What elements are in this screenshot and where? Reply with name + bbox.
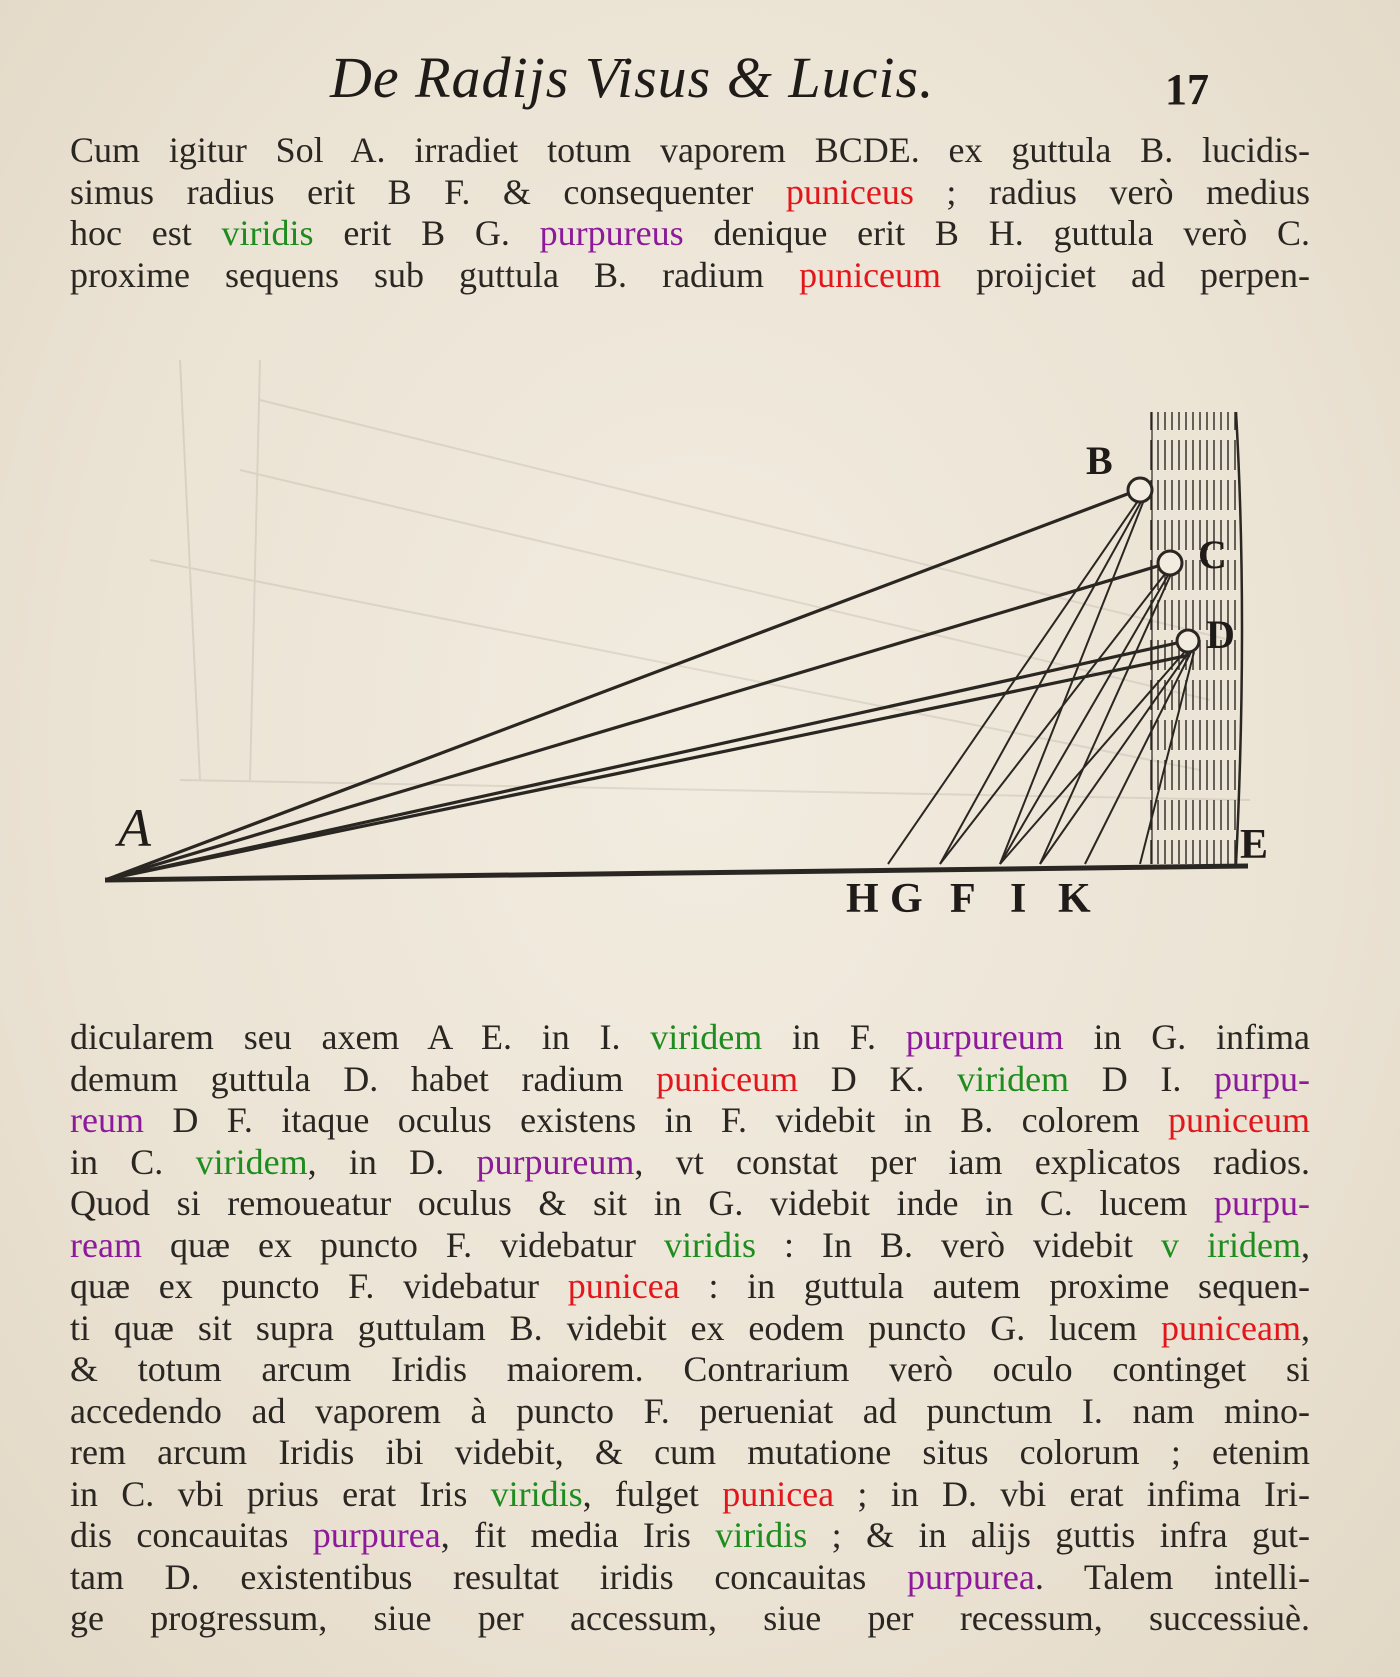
text-run: erit B G. [313, 213, 540, 253]
text-line [70, 1391, 1310, 1433]
text-run: in C. [70, 1141, 196, 1182]
colored-word: puniceus [785, 171, 914, 212]
text-run: dis concauitas [70, 1515, 313, 1555]
text-run: ; in D. vbi erat infima Iri- [834, 1473, 1310, 1514]
vapor-edge [1236, 412, 1242, 864]
text-run: in G. infima [1063, 1017, 1311, 1057]
text-line [70, 1598, 1310, 1640]
text-line [70, 1474, 1310, 1516]
colored-word: puniceum [1168, 1100, 1310, 1140]
text-run: hoc est [70, 213, 222, 253]
text-run: , in D. [307, 1141, 477, 1182]
colored-word: purpureus [539, 213, 684, 253]
text-run: proijciet ad perpen- [941, 254, 1310, 295]
colored-word: viridis [490, 1473, 583, 1514]
text-run: accedendo ad vaporem à puncto F. perueniat ad punctum I. nam mino- [70, 1390, 1310, 1431]
text-run: D I. [1069, 1058, 1215, 1099]
colored-word: purpurea [312, 1515, 441, 1555]
text-run: in C. vbi prius erat Iris [70, 1473, 491, 1514]
colored-word: viridem [195, 1141, 308, 1182]
text-line [70, 1059, 1310, 1101]
text-run: quæ ex puncto F. videbatur [141, 1224, 665, 1265]
text-run: , fulget [582, 1473, 723, 1514]
colored-word: viridem [957, 1058, 1070, 1099]
colored-word: purpureum [905, 1017, 1064, 1057]
colored-word: puniceam [1161, 1307, 1301, 1348]
colored-word: purpu- [1214, 1058, 1310, 1099]
colored-word: puniceum [656, 1058, 799, 1099]
refracted-rays [888, 498, 1194, 864]
text-line [70, 1432, 1310, 1474]
text-run: quæ ex puncto F. videbatur [70, 1266, 568, 1306]
text-line [70, 1557, 1310, 1599]
text-run: : in guttula autem proxime sequen- [679, 1266, 1311, 1306]
label-h: H [846, 876, 879, 922]
colored-word: viridis [664, 1224, 757, 1265]
drop-d [1177, 630, 1199, 652]
paragraph-bottom [70, 1017, 1310, 1640]
sun-rays [108, 490, 1190, 879]
colored-word: punicea [567, 1266, 680, 1306]
text-line [70, 1266, 1310, 1308]
text-line [70, 1183, 1310, 1225]
colored-word: viridis [715, 1515, 808, 1555]
text-run: D F. itaque oculus existens in F. videbit in B. colorem [143, 1100, 1169, 1140]
drop-b [1128, 478, 1152, 502]
running-title: De Radijs Visus & Lucis. [330, 45, 935, 110]
text-line [70, 1225, 1310, 1267]
axis-labels [846, 876, 1091, 922]
text-run: , vt constat per iam explicatos radios. [634, 1141, 1311, 1182]
label-d: D [1206, 612, 1235, 657]
text-run: Quod si remoueatur oculus & sit in G. videbit inde in C. lucem [70, 1183, 1215, 1223]
text-run: simus radius erit B F. & consequenter [70, 171, 786, 212]
text-run: denique erit B H. guttula verò C. [683, 213, 1310, 253]
text-run: ; & in alijs guttis infra gut- [807, 1515, 1310, 1555]
text-run: tam D. existentibus resultat iridis concauitas [70, 1556, 907, 1597]
label-b: B [1086, 438, 1113, 483]
label-f: F [950, 876, 976, 922]
label-e: E [1240, 822, 1269, 868]
text-run: in F. [762, 1017, 906, 1057]
text-run: Cum igitur Sol A. irradiet totum vaporem BCDE. ex guttula B. lucidis- [70, 130, 1310, 170]
text-line [70, 1017, 1310, 1059]
text-line [70, 172, 1310, 214]
label-a: A [118, 798, 151, 858]
text-run: , fit media Iris [440, 1515, 716, 1555]
page-number: 17 [1165, 65, 1209, 114]
label-k: K [1058, 876, 1091, 922]
text-run: D K. [798, 1058, 958, 1099]
text-line [70, 1142, 1310, 1184]
text-run: ; radius verò medius [913, 171, 1310, 212]
label-c: C [1198, 532, 1227, 577]
rainbow-ray-diagram [0, 330, 1400, 950]
colored-word: punicea [722, 1473, 835, 1514]
paragraph-top [70, 130, 1310, 296]
colored-word: purpu- [1214, 1183, 1310, 1223]
colored-word: puniceum [799, 254, 942, 295]
text-line [70, 130, 1310, 172]
text-run: ge progressum, siue per accessum, siue per recessum, successiuè. [70, 1598, 1310, 1638]
text-run: & totum arcum Iridis maiorem. Contrarium verò oculo continget si [70, 1349, 1310, 1389]
label-i: I [1010, 876, 1027, 922]
text-line [70, 213, 1310, 255]
drop-c [1158, 551, 1182, 575]
label-g: G [890, 876, 923, 922]
text-run: rem arcum Iridis ibi videbit, & cum mutatione situs colorum ; etenim [70, 1432, 1310, 1472]
colored-word: purpureum [476, 1141, 635, 1182]
text-line [70, 1349, 1310, 1391]
text-run: , [1301, 1224, 1310, 1265]
text-run: proxime sequens sub guttula B. radium [70, 254, 800, 295]
colored-word: v iridem [1161, 1224, 1301, 1265]
show-through [150, 360, 1250, 800]
text-run: . Talem intelli- [1034, 1556, 1310, 1597]
text-run: : In B. verò videbit [756, 1224, 1162, 1265]
colored-word: reum [70, 1100, 144, 1140]
text-line [70, 1100, 1310, 1142]
text-line [70, 1308, 1310, 1350]
text-run: demum guttula D. habet radium [70, 1058, 657, 1099]
colored-word: viridem [650, 1017, 763, 1057]
colored-word: viridis [221, 213, 314, 253]
colored-word: purpurea [906, 1556, 1035, 1597]
text-run: ti quæ sit supra guttulam B. videbit ex eodem puncto G. lucem [70, 1307, 1162, 1348]
colored-word: ream [70, 1224, 142, 1265]
page-header [0, 40, 1400, 120]
text-line [70, 255, 1310, 297]
point-labels [115, 438, 1268, 868]
text-line [70, 1515, 1310, 1557]
text-run: , [1301, 1307, 1310, 1348]
text-run: dicularem seu axem A E. in I. [70, 1017, 651, 1057]
